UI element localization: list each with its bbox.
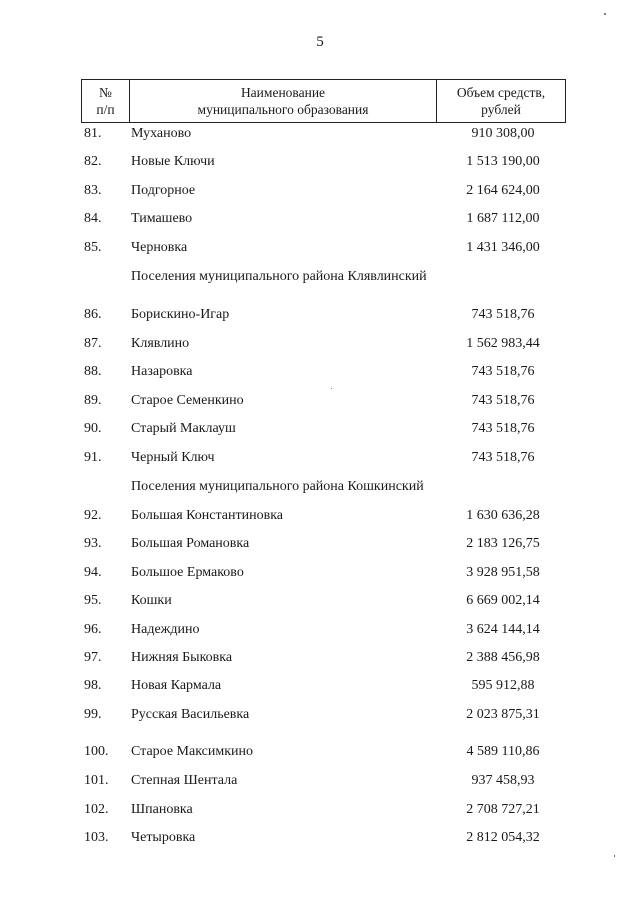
row-name: Большая Романовка bbox=[131, 536, 250, 551]
header-border-right bbox=[565, 80, 566, 122]
row-number: 81. bbox=[84, 126, 102, 141]
table-row bbox=[0, 361, 640, 383]
row-name: Шпановка bbox=[131, 802, 193, 817]
row-name: Степная Шентала bbox=[131, 773, 238, 788]
table-row bbox=[0, 741, 640, 763]
row-amount: 6 669 002,14 bbox=[466, 593, 540, 608]
row-name: Четыровка bbox=[131, 830, 196, 845]
row-name: Борискино-Игар bbox=[131, 307, 230, 322]
table-row bbox=[0, 123, 640, 145]
row-amount: 2 708 727,21 bbox=[466, 802, 540, 817]
table-row bbox=[0, 590, 640, 612]
table-row bbox=[0, 180, 640, 202]
row-name: Тимашево bbox=[131, 211, 193, 226]
row-name: Нижняя Быковка bbox=[131, 650, 233, 665]
row-number: 90. bbox=[84, 421, 102, 436]
row-amount: 3 928 951,58 bbox=[466, 565, 540, 580]
row-amount: 743 518,76 bbox=[471, 364, 535, 379]
table-row bbox=[0, 151, 640, 173]
header-name-cell bbox=[130, 81, 436, 121]
header-num-cell bbox=[82, 81, 129, 121]
row-amount: 1 431 346,00 bbox=[466, 240, 540, 255]
table-row bbox=[0, 333, 640, 355]
row-amount: 1 562 983,44 bbox=[466, 336, 540, 351]
table-row bbox=[0, 390, 640, 412]
table-row bbox=[0, 704, 640, 726]
scan-speck bbox=[614, 855, 615, 857]
row-number: 89. bbox=[84, 393, 102, 408]
row-amount: 4 589 110,86 bbox=[466, 744, 540, 759]
table-row bbox=[0, 619, 640, 641]
row-name: Черновка bbox=[131, 240, 188, 255]
row-name: Черный Ключ bbox=[131, 450, 215, 465]
table-row bbox=[0, 208, 640, 230]
table-row bbox=[0, 505, 640, 527]
row-amount: 937 458,93 bbox=[471, 773, 535, 788]
row-name: Русская Васильевка bbox=[131, 707, 250, 722]
row-amount: 1 513 190,00 bbox=[466, 154, 540, 169]
row-number: 99. bbox=[84, 707, 102, 722]
row-amount: 2 388 456,98 bbox=[466, 650, 540, 665]
row-name: Большое Ермаково bbox=[131, 565, 244, 580]
row-amount: 743 518,76 bbox=[471, 393, 535, 408]
row-amount: 595 912,88 bbox=[471, 678, 535, 693]
row-name: Клявлино bbox=[131, 336, 190, 351]
row-amount: 1 687 112,00 bbox=[466, 211, 540, 226]
row-number: 91. bbox=[84, 450, 102, 465]
header-num-line2: п/п bbox=[96, 102, 115, 117]
table-row bbox=[0, 799, 640, 821]
header-name-line1: Наименование bbox=[240, 85, 326, 100]
row-number: 82. bbox=[84, 154, 102, 169]
row-name: Кошки bbox=[131, 593, 172, 608]
row-number: 88. bbox=[84, 364, 102, 379]
header-name-line2: муниципального образования bbox=[197, 102, 369, 117]
table-row bbox=[0, 533, 640, 555]
row-number: 102. bbox=[84, 802, 109, 817]
row-name: Назаровка bbox=[131, 364, 193, 379]
row-number: 92. bbox=[84, 508, 102, 523]
row-name: Муханово bbox=[131, 126, 192, 141]
row-name: Старое Максимкино bbox=[131, 744, 254, 759]
header-amount-line1: Объем средств, bbox=[456, 85, 546, 100]
row-name: Старое Семенкино bbox=[131, 393, 244, 408]
table-row bbox=[0, 647, 640, 669]
row-number: 100. bbox=[84, 744, 109, 759]
header-num-line1: № bbox=[99, 85, 112, 100]
row-number: 97. bbox=[84, 650, 102, 665]
scan-speck bbox=[331, 388, 332, 389]
table-header bbox=[81, 79, 566, 123]
section-heading-koshkinsky: Поселения муниципального района Кошкинский bbox=[131, 479, 424, 494]
row-name: Новые Ключи bbox=[131, 154, 215, 169]
row-name: Большая Константиновка bbox=[131, 508, 284, 523]
row-name: Новая Кармала bbox=[131, 678, 222, 693]
row-amount: 2 812 054,32 bbox=[466, 830, 540, 845]
scan-speck bbox=[604, 13, 606, 15]
row-number: 93. bbox=[84, 536, 102, 551]
row-number: 83. bbox=[84, 183, 102, 198]
row-amount: 743 518,76 bbox=[471, 307, 535, 322]
row-number: 86. bbox=[84, 307, 102, 322]
row-amount: 3 624 144,14 bbox=[466, 622, 540, 637]
table-row bbox=[0, 418, 640, 440]
row-name: Надеждино bbox=[131, 622, 200, 637]
table-row bbox=[0, 304, 640, 326]
section-heading-klyavlinsky: Поселения муниципального района Клявлинский bbox=[131, 269, 427, 284]
table-row bbox=[0, 237, 640, 259]
row-amount: 743 518,76 bbox=[471, 421, 535, 436]
row-number: 101. bbox=[84, 773, 109, 788]
row-name: Подгорное bbox=[131, 183, 196, 198]
header-amount-line2: рублей bbox=[481, 102, 521, 117]
row-amount: 2 164 624,00 bbox=[466, 183, 540, 198]
row-amount: 1 630 636,28 bbox=[466, 508, 540, 523]
row-name: Старый Маклауш bbox=[131, 421, 236, 436]
row-amount: 2 023 875,31 bbox=[466, 707, 540, 722]
row-amount: 2 183 126,75 bbox=[466, 536, 540, 551]
table-row bbox=[0, 562, 640, 584]
row-number: 84. bbox=[84, 211, 102, 226]
row-number: 85. bbox=[84, 240, 102, 255]
page-number: 5 bbox=[316, 34, 324, 50]
header-amount-cell bbox=[437, 81, 565, 121]
table-row bbox=[0, 827, 640, 849]
row-number: 95. bbox=[84, 593, 102, 608]
row-amount: 910 308,00 bbox=[471, 126, 535, 141]
row-number: 98. bbox=[84, 678, 102, 693]
table-row bbox=[0, 675, 640, 697]
row-number: 87. bbox=[84, 336, 102, 351]
row-amount: 743 518,76 bbox=[471, 450, 535, 465]
row-number: 94. bbox=[84, 565, 102, 580]
table-row bbox=[0, 770, 640, 792]
row-number: 103. bbox=[84, 830, 109, 845]
table-row bbox=[0, 447, 640, 469]
row-number: 96. bbox=[84, 622, 102, 637]
